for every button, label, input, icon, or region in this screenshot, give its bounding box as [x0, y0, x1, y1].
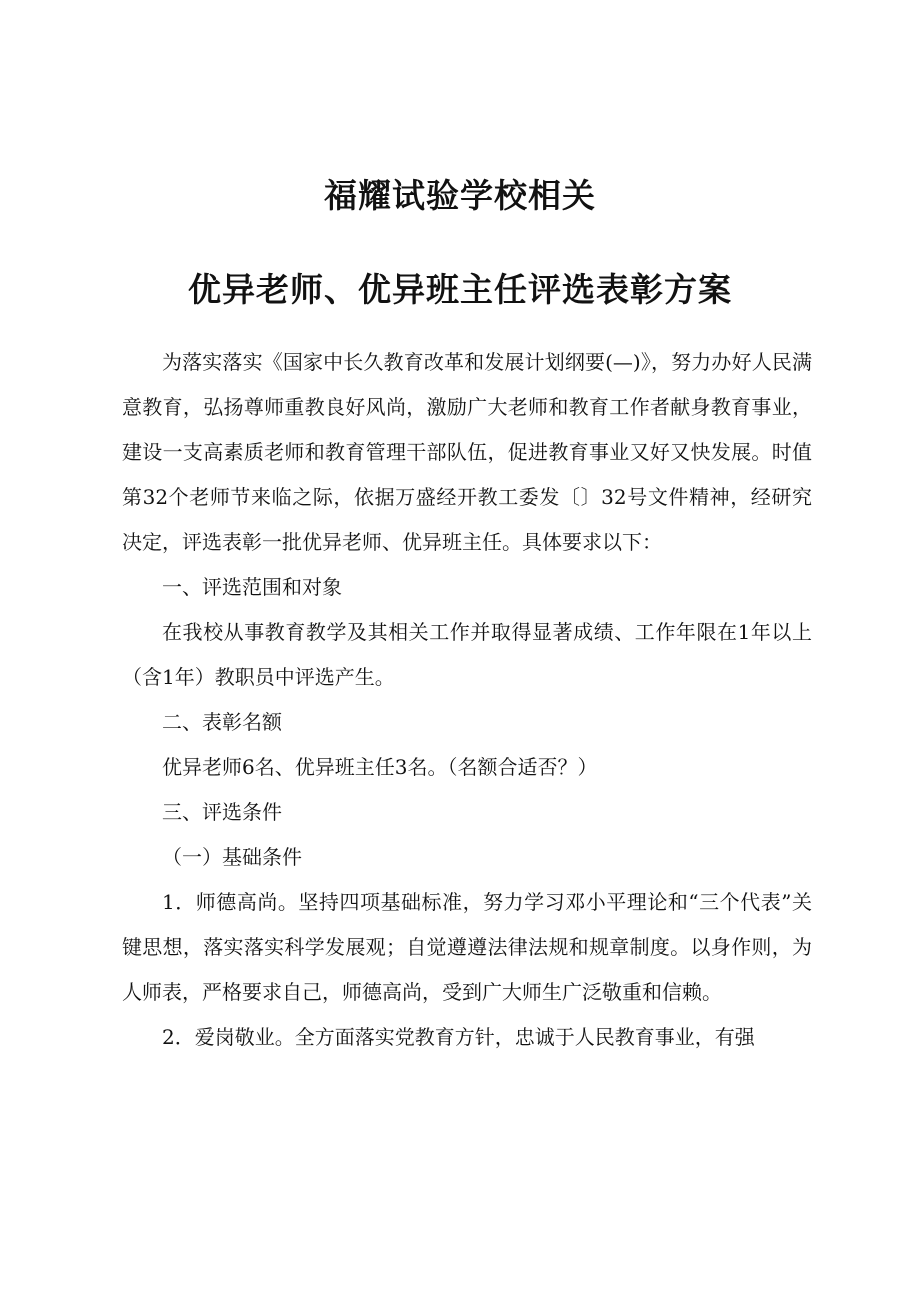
section-heading-scope: 一、评选范围和对象: [162, 575, 342, 599]
condition-item-1: 1．师德高尚。坚持四项基础标准，努力学习邓小平理论和“三个代表”关键思想，落实落实科学发展观；自觉遵遵法律法规和规章制度。以身作则，为人师表，严格要求自己，师德高尚，受到广大师生广泛敬重和信赖。: [122, 890, 812, 1004]
scope-paragraph: 在我校从事教育教学及其相关工作并取得显著成绩、工作年限在1年以上（含1年）教职员中评选产生。: [122, 620, 812, 689]
subsection-heading-basic: （一）基础条件: [162, 845, 302, 869]
document-title-line-2: 优异老师、优异班主任评选表彰方案: [188, 270, 732, 309]
section-heading-quota: 二、表彰名额: [162, 710, 282, 734]
document-body: [122, 340, 812, 1060]
section-heading-conditions: 三、评选条件: [162, 800, 282, 824]
quota-paragraph: 优异老师6名、优异班主任3名。（名额合适否？）: [162, 755, 598, 779]
condition-item-2: 2．爱岗敬业。全方面落实党教育方针，忠诚于人民教育事业，有强: [162, 1025, 755, 1049]
document-title-line-1: 福耀试验学校相关: [324, 176, 596, 215]
intro-paragraph: 为落实落实《国家中长久教育改革和发展计划纲要(—)》，努力办好人民满意教育，弘扬尊师重教良好风尚，激励广大老师和教育工作者献身教育事业，建设一支高素质老师和教育管理干部队伍，促进教育事业又好又快发展。时值第32个老师节来临之际，依据万盛经开教工委发〔〕32号文件精神，经研究决定，评选表彰一批优异老师、优异班主任。具体要求以下：: [122, 350, 812, 554]
